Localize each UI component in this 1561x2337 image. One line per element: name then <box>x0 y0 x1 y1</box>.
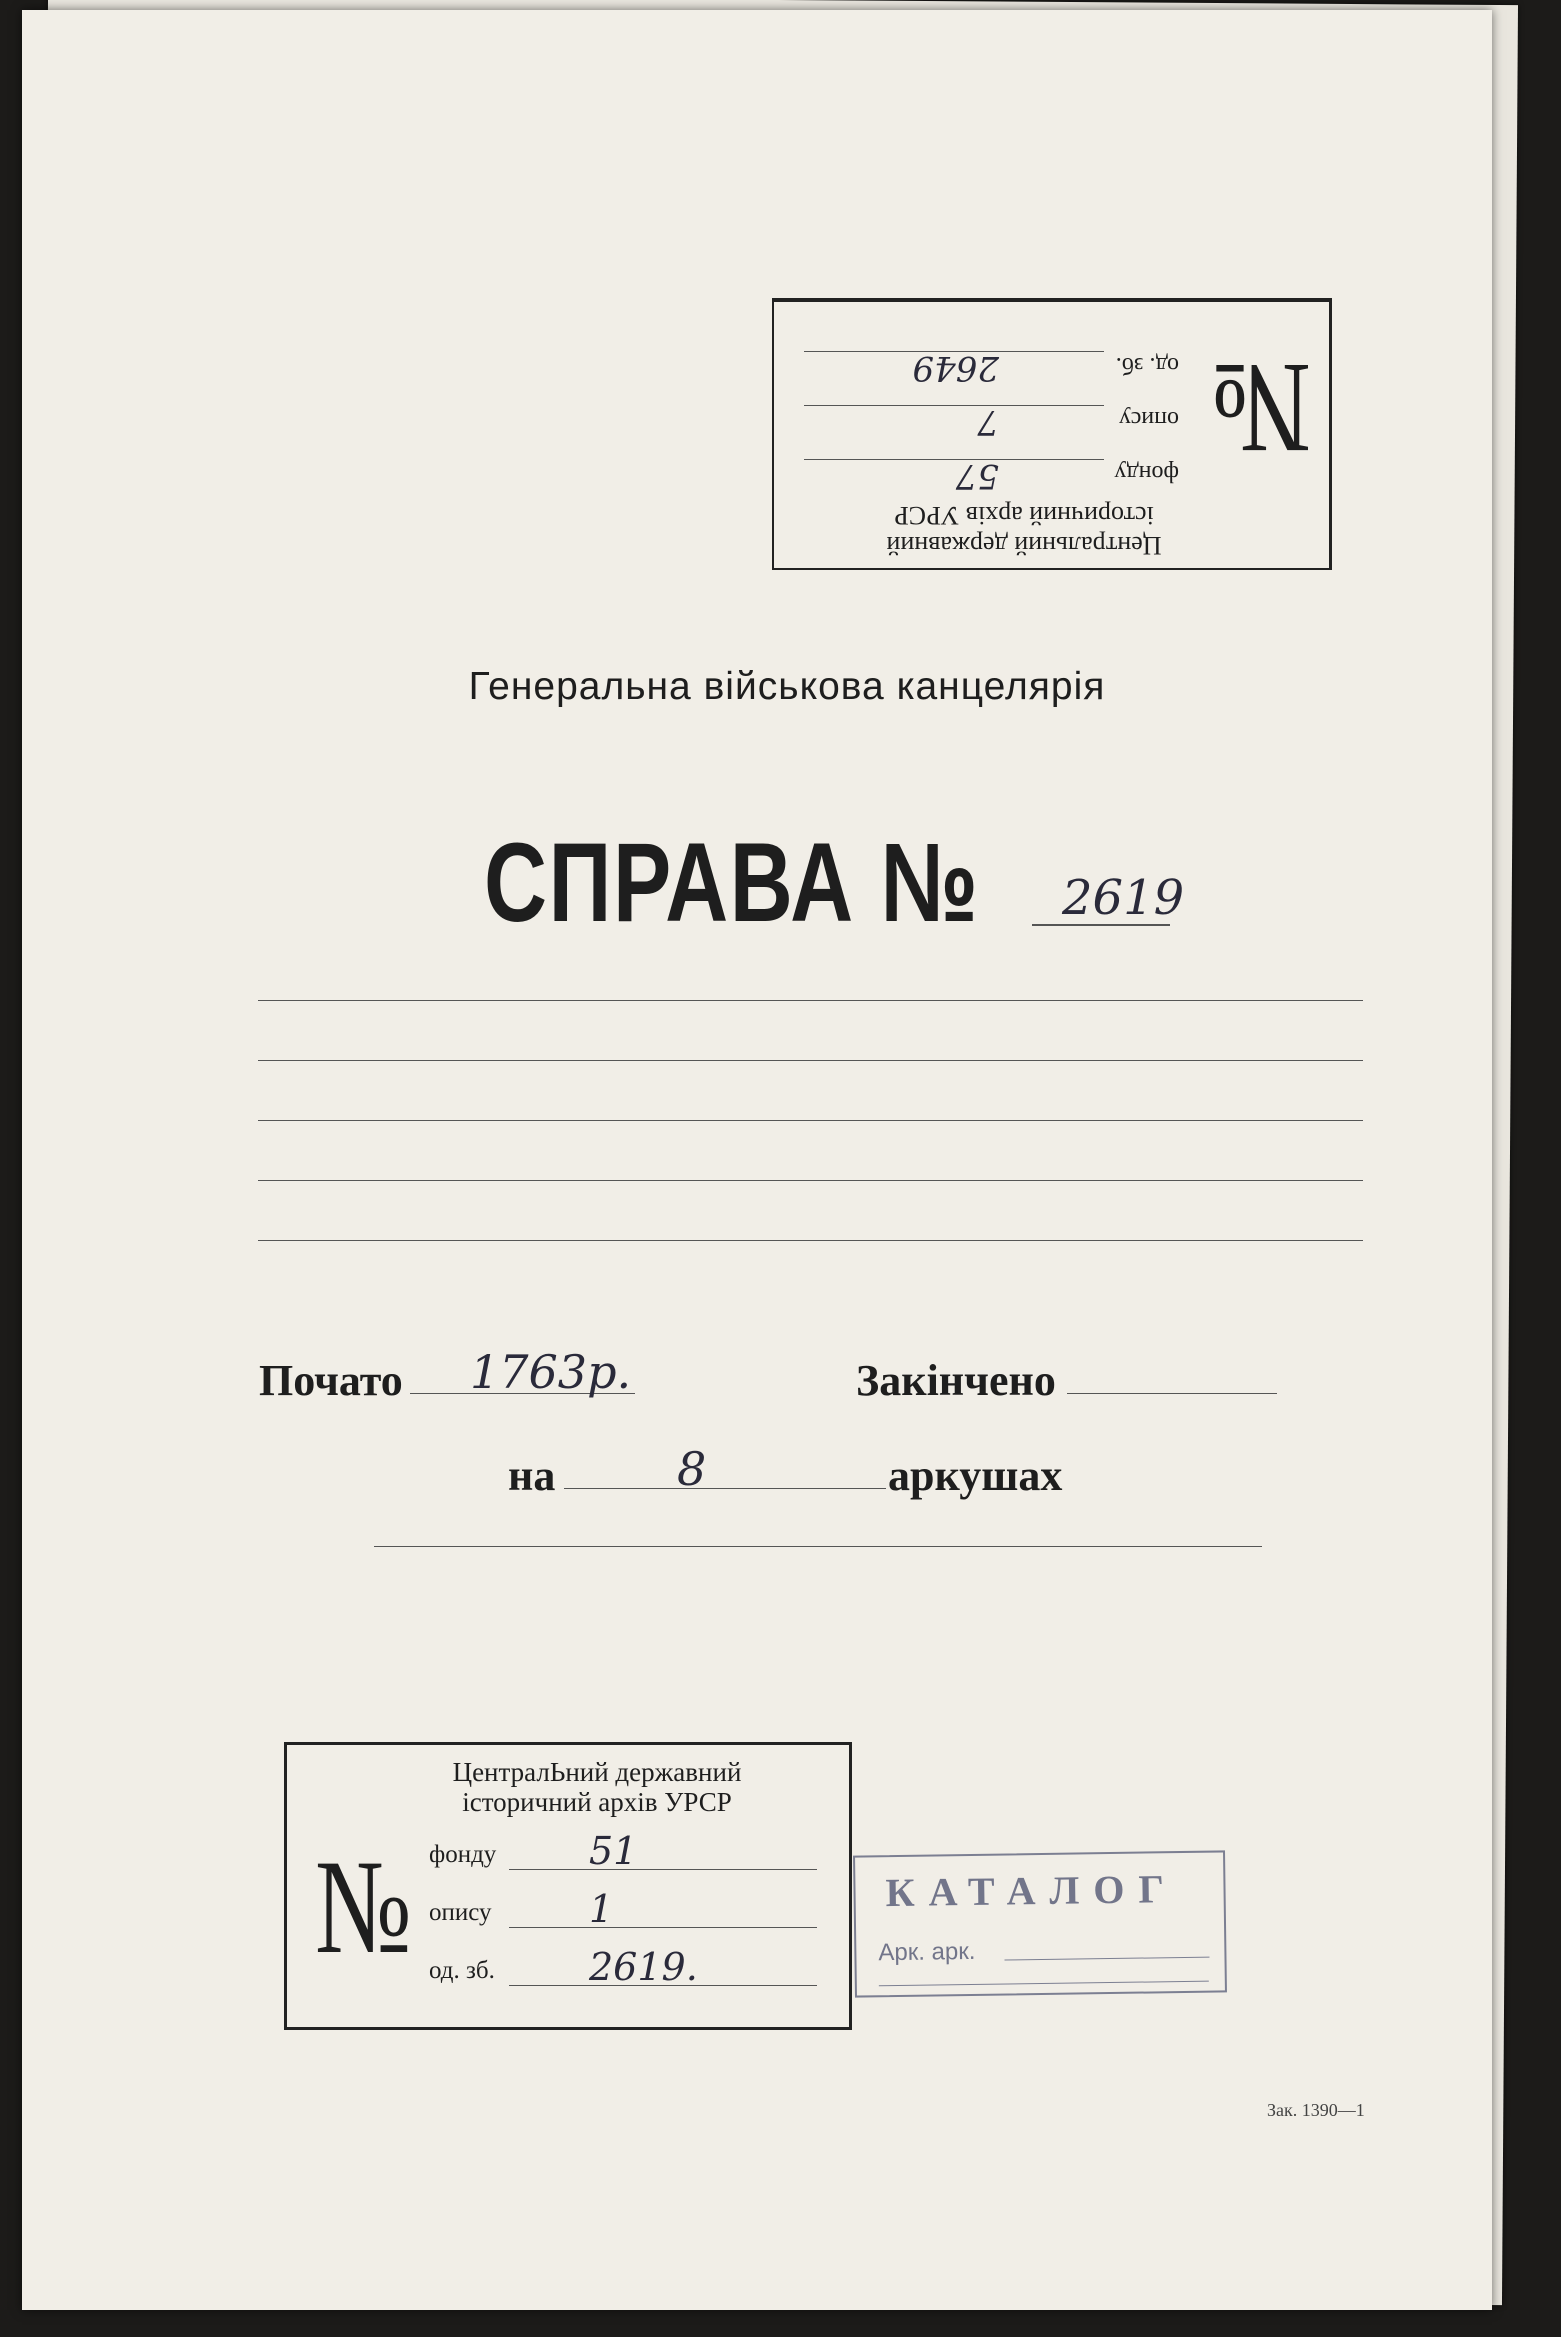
top-archive-stamp <box>772 298 1332 570</box>
blank-line-3 <box>258 1120 1363 1121</box>
on-label: на <box>508 1451 556 1500</box>
bottom-stamp-archive-line2: історичний архів УРСР <box>462 1787 732 1817</box>
case-number: 2619 <box>1062 870 1185 926</box>
institution-name: Генеральна військова канцелярія <box>468 665 1106 708</box>
started-value: 1763р. <box>470 1345 632 1399</box>
catalog-stamp-arc-label: Арк. арк. <box>878 1937 976 1967</box>
top-stamp-opys-label: опису <box>1118 406 1179 432</box>
bottom-archive-stamp <box>284 1742 852 2030</box>
blank-line-1 <box>258 1000 1363 1001</box>
blank-line-5 <box>258 1240 1363 1241</box>
bottom-stamp-fond-label: фонду <box>429 1841 497 1868</box>
signature-line <box>374 1546 1262 1547</box>
top-stamp-od-zb-label: од. зб. <box>1115 352 1179 378</box>
top-stamp-od-zb-value: 2649 <box>912 348 999 388</box>
folder-cover <box>22 10 1492 2310</box>
top-stamp-opys-value: 7 <box>977 402 999 442</box>
bottom-stamp-od-zb-value: 2619. <box>589 1945 698 1989</box>
case-title: СПРАВА № <box>484 820 980 945</box>
bottom-stamp-opys-value: 1 <box>589 1887 614 1931</box>
top-stamp-fond-label: фонду <box>1114 460 1179 486</box>
catalog-stamp-title: КАТАЛОГ <box>885 1866 1179 1916</box>
started-label: Почато <box>259 1356 403 1405</box>
bottom-stamp-archive-line1: ЦентралЬний державний <box>452 1757 742 1787</box>
bottom-stamp-od-zb-label: од. зб. <box>429 1957 495 1984</box>
catalog-stamp <box>853 1850 1227 1997</box>
finished-label: Закінчено <box>856 1356 1056 1405</box>
bottom-stamp-no-sign: № <box>315 1833 412 1982</box>
print-order-number: Зак. 1390—1 <box>1267 2100 1365 2120</box>
bottom-stamp-fond-value: 51 <box>589 1829 638 1873</box>
blank-line-2 <box>258 1060 1363 1061</box>
top-stamp-no-sign: № <box>1211 336 1311 480</box>
top-stamp-archive-line2: історичний архів УРСР <box>894 501 1154 530</box>
top-stamp-fond-value: 57 <box>955 456 999 496</box>
bottom-stamp-opys-label: опису <box>429 1899 492 1926</box>
top-stamp-archive-line1: Центральний державний <box>886 531 1162 560</box>
blank-line-4 <box>258 1180 1363 1181</box>
sheets-value: 8 <box>677 1442 707 1496</box>
sheets-label: аркушах <box>888 1451 1063 1500</box>
